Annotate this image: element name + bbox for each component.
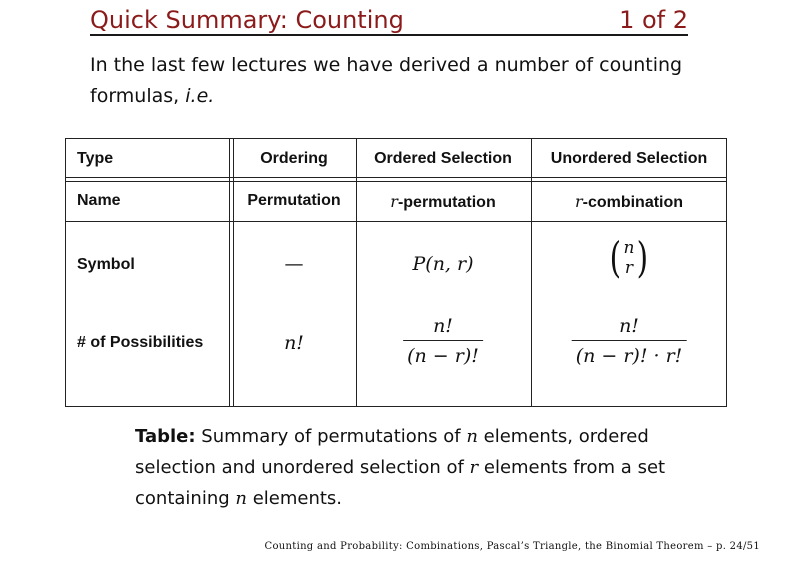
caption-text-3: elements from a set containing <box>135 457 666 509</box>
unordered-numerator: n! <box>619 315 639 337</box>
possibilities-ordered-fraction <box>403 315 483 367</box>
type-ordering: Ordering <box>260 150 328 167</box>
summary-table <box>65 138 727 407</box>
caption-label: Table: <box>135 426 196 447</box>
intro-paragraph <box>90 50 710 112</box>
name-label: Name <box>77 192 121 209</box>
header-rule-top <box>66 177 726 178</box>
label-col-rule-2 <box>233 139 234 406</box>
symbol-ordered: P(n, r) <box>412 253 474 275</box>
binomial-left-paren: ( <box>609 233 622 282</box>
header-rule-bottom <box>66 181 726 182</box>
intro-text: In the last few lectures we have derived a number of counting formulas, <box>90 54 683 107</box>
name-r-combination: r-combination <box>574 192 684 211</box>
intro-emphasis: i.e. <box>185 85 215 107</box>
caption-text-4: elements. <box>246 488 343 509</box>
binomial-right-paren: ) <box>636 233 649 282</box>
col-divider-2 <box>531 139 532 406</box>
name-permutation: Permutation <box>247 192 341 209</box>
type-ordered-selection: Ordered Selection <box>374 150 512 167</box>
ordered-denominator: (n − r)! <box>403 340 483 367</box>
caption-var-n2: n <box>235 488 247 509</box>
slide-number: 1 of 2 <box>619 6 688 34</box>
symbol-ordering: — <box>284 253 304 275</box>
label-col-rule-1 <box>229 139 230 406</box>
caption-text-2: elements, ordered selection and unordered selection of <box>135 426 649 478</box>
type-unordered-selection: Unordered Selection <box>550 150 708 167</box>
unordered-denominator: (n − r)! · r! <box>572 340 687 367</box>
symbol-label: Symbol <box>77 256 135 273</box>
caption-text-1: Summary of permutations of <box>195 426 467 447</box>
caption-var-n: n <box>466 426 478 447</box>
possibilities-label: # of Possibilities <box>77 334 204 351</box>
name-r-permutation: r-permutation <box>390 192 496 211</box>
caption-var-r: r <box>469 457 479 478</box>
slide-header <box>90 2 688 36</box>
col-divider-1 <box>356 139 357 406</box>
type-label: Type <box>77 150 114 167</box>
row-divider <box>66 221 726 222</box>
slide-footer: Counting and Probability: Combinations, Pascal’s Triangle, the Binomial Theorem – p. 24/51 <box>264 541 760 552</box>
binomial-bottom: r <box>624 258 634 278</box>
table-caption <box>135 421 695 514</box>
ordered-numerator: n! <box>433 315 453 337</box>
possibilities-unordered-fraction <box>572 315 687 367</box>
possibilities-ordering: n! <box>284 332 304 354</box>
symbol-unordered-binomial <box>607 233 651 282</box>
binomial-top: n <box>623 238 635 258</box>
slide-title: Quick Summary: Counting <box>90 6 404 34</box>
